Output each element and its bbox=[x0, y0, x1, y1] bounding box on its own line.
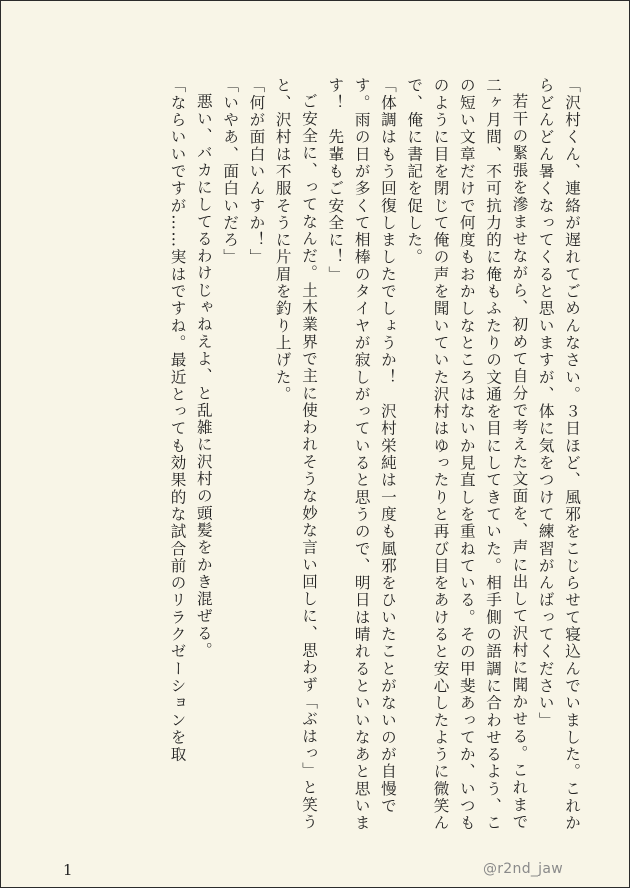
paragraph-7: 悪い、バカにしてるわけじゃねえよ、と乱雑に沢村の頭髪をかき混ぜる。 bbox=[194, 92, 213, 659]
paragraph-1: 「沢村くん、連絡が遅れてごめんなさい。３日ほど、風邪をこじらせて寝込んでいました。これからどんどん暑くなってくると思いますが、体に気をつけて練習がんばってください」 bbox=[536, 77, 581, 832]
paragraph-8: 「ならいいですが……実はですね。最近とっても効果的な試合前のリラクゼーションを取 bbox=[168, 77, 187, 763]
paragraph-5: 「何が面白いんすか！」 bbox=[247, 77, 266, 266]
paragraph-2: 若干の緊張を滲ませながら、初めて自分で考えた文面を、声に出して沢村に聞かせる。これまで二ヶ月間、不可抗力的に俺もふたりの文通を目にしてきていた。相手側の語調に合わせるよう、この短い文章だけで何度もおかしなところはないか見直しを重ねている。その甲斐あってか、いつものように目を閉じて俺の声を聞いていた沢村はゆったりと再び目をあけると安心したように微笑んで、俺に書記を促した。 bbox=[405, 77, 529, 832]
vertical-text-body bbox=[45, 77, 585, 847]
paragraph-6: 「いやあ、面白いだろ」 bbox=[221, 77, 240, 266]
author-handle: @r2nd_jaw bbox=[482, 861, 563, 877]
paragraph-4: ご安全に、ってなんだ。土木業界で主に使われそうな妙な言い回しに、思わず「ぶはっ」と笑うと、沢村は不服そうに片眉を釣り上げた。 bbox=[273, 77, 319, 831]
paragraph-3: 「体調はもう回復しましたでしょうか！ 沢村栄純は一度も風邪をひいたことがないのが自慢です。雨の日が多くて相棒のタイヤが寂しがっていると思うので、明日は晴れるといいなあと思います！ 先輩もご安全に！」 bbox=[326, 77, 397, 832]
page-number: 1 bbox=[63, 861, 73, 879]
